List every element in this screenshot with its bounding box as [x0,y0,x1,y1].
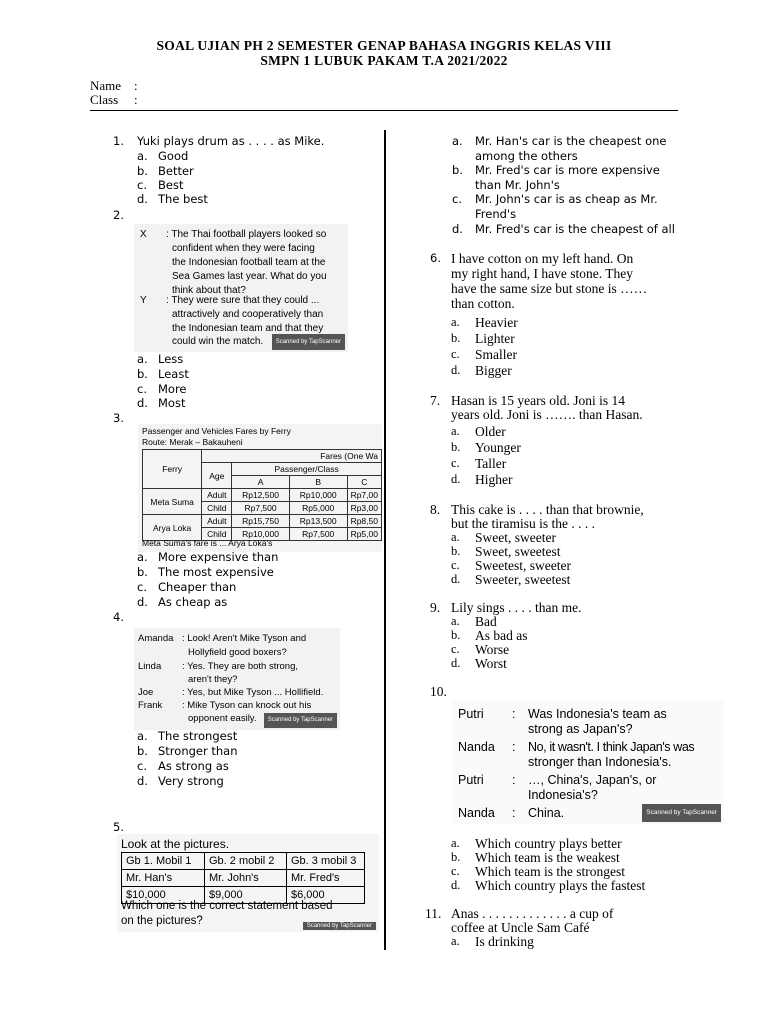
option-b[interactable]: Mr. Fred's car is more expensive [475,163,660,177]
option-a[interactable]: More expensive than [158,550,279,564]
dialog-line: : Look! Aren't Mike Tyson and [182,633,307,644]
dialog-line: : Yes. They are both strong, [182,661,299,672]
name-colon: : [134,78,138,93]
th-a: A [232,476,290,489]
dialog-line: confident when they were facing [172,243,315,254]
option-b[interactable]: Which team is the weakest [475,850,620,865]
option-letter: b. [451,440,461,454]
option-b[interactable]: Stronger than [158,744,238,758]
option-a[interactable]: Older [475,424,506,439]
speaker-name: Joe [138,687,154,698]
table-cell: Rp10,000 [232,528,290,541]
dialog-image [134,224,348,352]
question-number: 1. [113,134,124,148]
option-d[interactable]: Most [158,396,186,410]
ferry-fare-image [138,424,382,552]
table-cell: Mr. Fred's [287,870,365,887]
option-letter: a. [451,934,460,948]
table-cell: Rp7,500 [232,502,290,515]
table-cell: Mr. John's [205,870,287,887]
option-d[interactable]: As cheap as [158,595,228,609]
question-text: Lily sings . . . . than me. [451,600,582,615]
option-letter: c. [451,864,460,878]
speaker-name: Putri [458,707,484,721]
speaker-colon: : [512,740,516,754]
option-a[interactable]: Less [158,352,184,366]
option-letter: a. [137,149,148,163]
question-number: 4. [113,610,124,624]
option-c[interactable]: Cheaper than [158,580,237,594]
table-cell: Rp5,00 [347,528,381,541]
table-row [122,870,365,887]
option-letter: a. [137,729,148,743]
dialog-line: the Indonesian team and that they [172,323,324,334]
image-question: Meta Suma's fare is ... Arya Loka's [142,538,273,548]
option-c[interactable]: Smaller [475,347,517,362]
table-cell: Rp15,750 [232,515,290,528]
question-text: Anas . . . . . . . . . . . . . a cup of [451,906,614,921]
table-cell: Adult [202,489,232,502]
table-cell: Rp3,00 [347,502,381,515]
option-b[interactable]: Least [158,367,189,381]
dialog-line: aren't they? [188,674,238,685]
option-letter: c. [137,759,147,773]
speaker-x: X [140,229,147,240]
question-text: I have cotton on my left hand. On [451,251,634,266]
option-c[interactable]: Which team is the strongest [475,864,625,879]
class-colon: : [134,92,138,107]
option-letter: c. [451,347,460,361]
dialog-line: Was Indonesia's team as [528,707,667,721]
speaker-name: Nanda [458,806,495,820]
speaker-colon: : [512,707,516,721]
option-letter: b. [451,544,461,558]
option-letter: a. [452,134,463,148]
th-class: Passenger/Class [232,463,382,476]
table-cell: $9,000 [205,887,287,904]
school-year: SMPN 1 LUBUK PAKAM T.A 2021/2022 [260,53,508,68]
table-cell: Child [202,528,232,541]
option-d[interactable]: Higher [475,472,513,487]
dialog-line: the Indonesian football team at the [172,257,326,268]
th-age: Age [202,463,232,489]
option-b[interactable]: Younger [475,440,521,455]
option-letter: d. [137,774,148,788]
option-letter: b. [137,744,148,758]
table-cell: Rp8,50 [347,515,381,528]
option-b[interactable]: The most expensive [158,565,274,579]
table-row [122,853,365,870]
dialog-line: could win the match. [172,336,264,347]
car-price-table [121,852,365,904]
table-cell: Gb. 3 mobil 3 [287,853,365,870]
dialog-line: Indonesia's? [528,788,598,802]
question-number: 6. [430,251,441,265]
option-c[interactable]: Best [158,178,184,192]
dialog-line: Sea Games last year. What do you [172,271,327,282]
option-letter: d. [137,396,148,410]
question-text: Hasan is 15 years old. Joni is 14 [451,393,625,408]
dialog-line: stronger than Indonesia's. [528,755,672,769]
option-b[interactable]: Lighter [475,331,515,346]
scanner-watermark: Scanned by TapScanner [272,334,345,350]
header-divider [90,110,678,111]
speaker-name: Putri [458,773,484,787]
speaker-colon: : [512,806,516,820]
option-letter: d. [451,572,461,586]
option-letter: d. [452,222,463,236]
fare-table [142,449,382,541]
table-row [143,515,382,528]
dialog-line: : The Thai football players looked so [166,229,327,240]
table-cell: Arya Loka [143,515,202,541]
dialog-line: : Mike Tyson can knock out his [182,700,312,711]
dialog-image [452,700,724,824]
option-letter: b. [137,367,148,381]
option-letter: a. [137,550,148,564]
option-c[interactable]: More [158,382,187,396]
option-a[interactable]: Mr. Han's car is the cheapest one [475,134,667,148]
question-text: my right hand, I have stone. They [451,266,633,281]
option-b[interactable]: Sweet, sweetest [475,544,561,559]
option-d[interactable]: Sweeter, sweetest [475,572,571,587]
image-question: on the pictures? [121,915,203,927]
th-c: C [347,476,381,489]
option-d[interactable]: Which country plays the fastest [475,878,646,893]
option-b-cont: than Mr. John's [475,178,560,192]
speaker-name: Nanda [458,740,495,754]
option-letter: c. [451,642,460,656]
dialog-line: strong as Japan's? [528,722,633,736]
option-a[interactable]: Sweet, sweeter [475,530,556,545]
speaker-name: Amanda [138,633,174,644]
scanner-watermark: Scanned by TapScanner [303,922,376,930]
option-d[interactable]: The best [158,192,208,206]
table-cell: Rp12,500 [232,489,290,502]
option-letter: d. [451,656,461,670]
option-letter: c. [452,192,462,206]
question-number: 10. [430,684,447,699]
option-b[interactable]: As bad as [475,628,528,643]
dialog-line: : They were sure that they could ... [166,295,320,306]
table-cell: Mr. Han's [122,870,205,887]
question-number: 8. [430,502,441,517]
table-cell: Meta Suma [143,489,202,515]
option-letter: c. [137,178,147,192]
question-text: but the tiramisu is the . . . . [451,516,595,531]
table-cell: Gb. 2 mobil 2 [205,853,287,870]
option-letter: b. [137,164,148,178]
dialog-line: No, it wasn't. I think Japan's was [528,740,695,754]
option-letter: b. [451,628,461,642]
option-letter: c. [451,456,460,470]
option-letter: c. [137,580,147,594]
dialog-line: attractively and cooperatively than [172,309,324,320]
question-number: 11. [425,906,442,921]
option-letter: d. [451,878,461,892]
option-letter: b. [451,331,461,345]
image-caption: Passenger and Vehicles Fares by Ferry [142,426,291,436]
option-letter: c. [137,382,147,396]
option-a-cont: among the others [475,149,578,163]
question-number: 5. [113,820,124,834]
option-letter: d. [137,192,148,206]
table-cell: Rp5,000 [289,502,347,515]
table-cell: Adult [202,515,232,528]
option-letter: a. [451,315,460,329]
exam-title: SOAL UJIAN PH 2 SEMESTER GENAP BAHASA INGGRIS KELAS VIII [156,38,612,53]
dialog-line: Hollyfield good boxers? [188,647,287,658]
option-a[interactable]: Good [158,149,189,163]
table-cell: Rp7,00 [347,489,381,502]
question-text: years old. Joni is ……. than Hasan. [451,407,643,422]
question-text: coffee at Uncle Sam Café [451,920,590,935]
image-intro: Look at the pictures. [121,837,230,851]
option-c-cont: Frend's [475,207,517,221]
class-label: Class [90,92,119,107]
option-c[interactable]: Mr. John's car is as cheap as Mr. [475,192,658,206]
option-letter: a. [451,836,460,850]
option-a[interactable]: Is drinking [475,934,534,949]
speaker-colon: : [512,773,516,787]
option-letter: b. [451,850,461,864]
option-b[interactable]: Better [158,164,194,178]
table-cell: $6,000 [287,887,365,904]
option-letter: b. [137,565,148,579]
option-letter: a. [137,352,148,366]
class-field [90,92,138,108]
option-c[interactable]: Taller [475,456,507,471]
column-divider [384,130,386,950]
th-fares: Fares (One Wa [202,450,382,463]
table-cell: $10,000 [122,887,205,904]
dialog-line: …, China's, Japan's, or [528,773,657,787]
dialog-image [134,628,340,730]
question-number: 7. [430,393,441,408]
option-letter: a. [451,530,460,544]
option-c[interactable]: Sweetest, sweeter [475,558,571,573]
name-label: Name [90,78,122,93]
dialog-line: opponent easily. [188,713,257,724]
scanner-watermark: Scanned by TapScanner [264,713,337,728]
option-d[interactable]: Worst [475,656,507,671]
table-cell: Rp7,500 [289,528,347,541]
table-cell: Child [202,502,232,515]
car-price-image [117,834,379,932]
question-number: 9. [430,600,441,615]
th-b: B [289,476,347,489]
option-a[interactable]: Heavier [475,315,518,330]
option-letter: d. [451,472,461,486]
option-letter: c. [451,558,460,572]
question-text: This cake is . . . . than that brownie, [451,502,644,517]
option-c[interactable]: As strong as [158,759,229,773]
question-text: Yuki plays drum as . . . . as Mike. [137,134,325,148]
option-d[interactable]: Mr. Fred's car is the cheapest of all [475,222,675,236]
option-letter: a. [451,614,460,628]
table-cell: Gb 1. Mobil 1 [122,853,205,870]
option-letter: d. [137,595,148,609]
option-a[interactable]: Which country plays better [475,836,622,851]
option-letter: d. [451,363,461,377]
option-a[interactable]: Bad [475,614,497,629]
question-text: have the same size but stone is …… [451,281,648,296]
table-cell: Rp10,000 [289,489,347,502]
question-number: 2. [113,208,124,222]
question-number: 3. [113,411,124,425]
option-d[interactable]: Bigger [475,363,512,378]
dialog-line: China. [528,806,565,820]
option-a[interactable]: The strongest [158,729,238,743]
option-c[interactable]: Worse [475,642,510,657]
option-letter: a. [451,424,460,438]
dialog-line: : Yes, but Mike Tyson ... Hollifield. [182,687,324,698]
image-caption: Route: Merak – Bakauheni [142,437,243,447]
table-row [143,489,382,502]
speaker-name: Linda [138,661,162,672]
scanner-watermark: Scanned by TapScanner [642,804,721,822]
image-question: Which one is the correct statement based [121,900,333,912]
option-letter: b. [452,163,463,177]
th-ferry: Ferry [143,450,202,489]
option-d[interactable]: Very strong [158,774,224,788]
dialog-line: think about that? [172,285,246,296]
speaker-name: Frank [138,700,163,711]
table-cell: Rp13,500 [289,515,347,528]
speaker-y: Y [140,295,147,306]
question-text: than cotton. [451,296,515,311]
